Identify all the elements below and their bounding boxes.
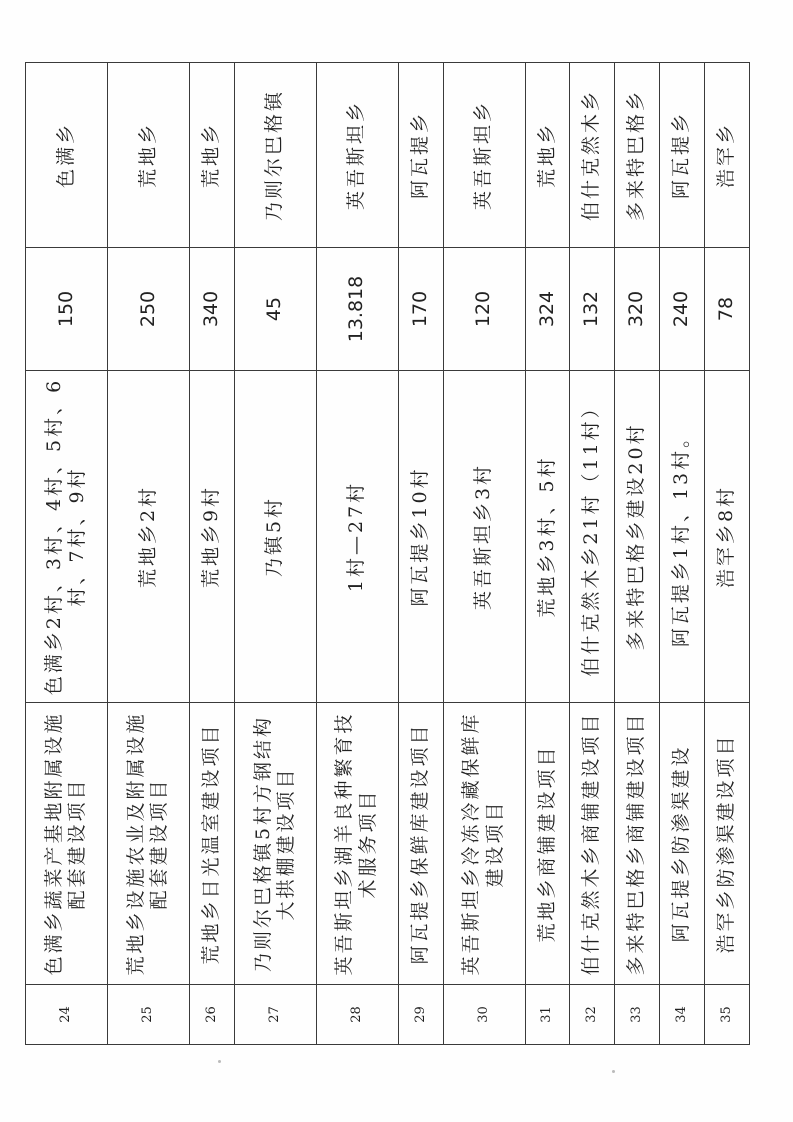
project-name: 荒地乡日光温室建设项目 — [189, 703, 234, 985]
row-number: 24 — [26, 985, 108, 1045]
project-location: 荒地乡9村 — [189, 371, 234, 703]
project-location: 英吾斯坦乡3村 — [443, 371, 525, 703]
table-row — [660, 63, 705, 1045]
township-name: 阿瓦提乡 — [660, 63, 705, 248]
row-number: 32 — [570, 985, 615, 1045]
project-location: 荒地乡3村、5村 — [525, 371, 570, 703]
row-number: 30 — [443, 985, 525, 1045]
row-number: 33 — [615, 985, 660, 1045]
row-number: 26 — [189, 985, 234, 1045]
project-amount: 45 — [234, 248, 316, 371]
project-name: 色满乡蔬菜产基地附属设施配套建设项目 — [26, 703, 108, 985]
project-location: 伯什克然木乡21村（11村） — [570, 371, 615, 703]
table-row — [107, 63, 189, 1045]
township-name: 荒地乡 — [525, 63, 570, 248]
township-name: 多来特巴格乡 — [615, 63, 660, 248]
table-row — [234, 63, 316, 1045]
table-row — [443, 63, 525, 1045]
project-location: 阿瓦提乡10村 — [398, 371, 443, 703]
table-row — [26, 63, 108, 1045]
project-location: 乃镇5村 — [234, 371, 316, 703]
project-location: 浩罕乡8村 — [705, 371, 750, 703]
project-amount: 250 — [107, 248, 189, 371]
township-name: 荒地乡 — [107, 63, 189, 248]
table-row — [316, 63, 398, 1045]
township-name: 乃则尔巴格镇 — [234, 63, 316, 248]
project-amount: 120 — [443, 248, 525, 371]
row-number: 28 — [316, 985, 398, 1045]
project-location: 多来特巴格乡建设20村 — [615, 371, 660, 703]
project-name: 伯什克然木乡商铺建设项目 — [570, 703, 615, 985]
project-amount: 324 — [525, 248, 570, 371]
project-table — [25, 62, 750, 1045]
township-name: 阿瓦提乡 — [398, 63, 443, 248]
row-number: 29 — [398, 985, 443, 1045]
scan-speck — [218, 1060, 221, 1063]
table-row — [570, 63, 615, 1045]
township-name: 英吾斯坦乡 — [316, 63, 398, 248]
project-name: 荒地乡设施农业及附属设施配套建设项目 — [107, 703, 189, 985]
township-name: 色满乡 — [26, 63, 108, 248]
table-row — [398, 63, 443, 1045]
scan-speck — [612, 1070, 615, 1073]
row-number: 25 — [107, 985, 189, 1045]
project-amount: 78 — [705, 248, 750, 371]
table-row — [189, 63, 234, 1045]
project-name: 英吾斯坦乡湖羊良种繁育技术服务项目 — [316, 703, 398, 985]
township-name: 荒地乡 — [189, 63, 234, 248]
project-location: 阿瓦提乡1村、13村。 — [660, 371, 705, 703]
project-amount: 170 — [398, 248, 443, 371]
project-name: 阿瓦提乡保鲜库建设项目 — [398, 703, 443, 985]
row-number: 35 — [705, 985, 750, 1045]
township-name: 英吾斯坦乡 — [443, 63, 525, 248]
project-table-body — [26, 63, 750, 1045]
project-amount: 340 — [189, 248, 234, 371]
table-row — [615, 63, 660, 1045]
project-name: 荒地乡商铺建设项目 — [525, 703, 570, 985]
rotated-table-wrapper — [25, 63, 750, 1045]
township-name: 伯什克然木乡 — [570, 63, 615, 248]
project-amount: 13.818 — [316, 248, 398, 371]
row-number: 34 — [660, 985, 705, 1045]
township-name: 浩罕乡 — [705, 63, 750, 248]
table-row — [525, 63, 570, 1045]
project-location: 色满乡2村、3村、4村、5村、6村、7村、9村 — [26, 371, 108, 703]
project-amount: 240 — [660, 248, 705, 371]
project-name: 阿瓦提乡防渗渠建设 — [660, 703, 705, 985]
project-location: 1村—27村 — [316, 371, 398, 703]
row-number: 27 — [234, 985, 316, 1045]
project-name: 乃则尔巴格镇5村方钢结构大拱棚建设项目 — [234, 703, 316, 985]
project-location: 荒地乡2村 — [107, 371, 189, 703]
project-amount: 320 — [615, 248, 660, 371]
row-number: 31 — [525, 985, 570, 1045]
project-amount: 132 — [570, 248, 615, 371]
project-name: 英吾斯坦乡冷冻冷藏保鲜库建设项目 — [443, 703, 525, 985]
project-name: 浩罕乡防渗渠建设项目 — [705, 703, 750, 985]
project-amount: 150 — [26, 248, 108, 371]
table-row — [705, 63, 750, 1045]
project-name: 多来特巴格乡商铺建设项目 — [615, 703, 660, 985]
